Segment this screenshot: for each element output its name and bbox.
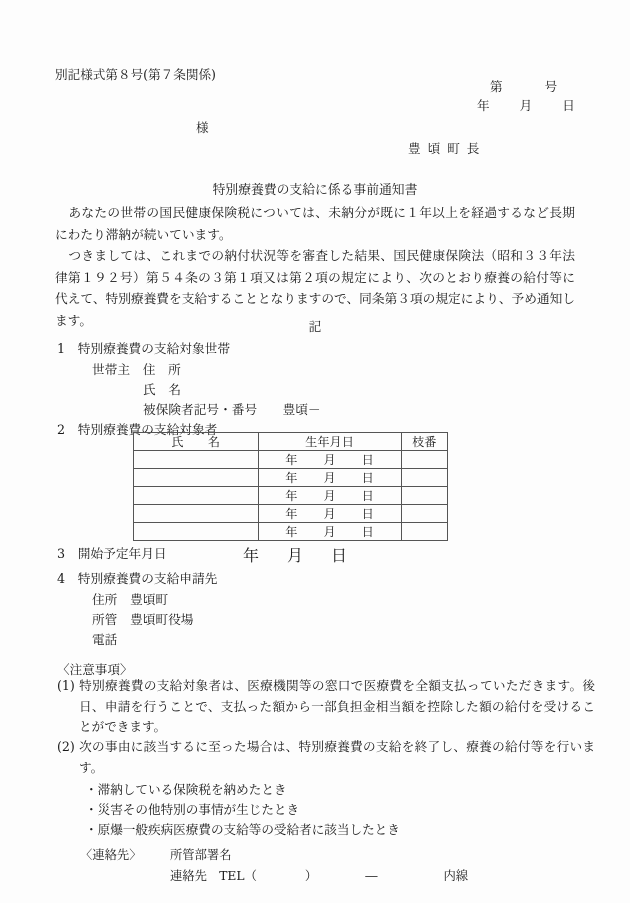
cell-name[interactable] — [134, 487, 259, 505]
document-number-line — [490, 76, 557, 95]
item-4-title: 特別療養費の支給申請先 — [77, 571, 218, 586]
start-date-day: 日 — [331, 546, 348, 565]
cell-branch[interactable] — [401, 505, 447, 523]
note-item: (2) 次の事由に該当するに至った場合は、特別療養費の支給を終了し、療養の給付等を行います。 — [57, 739, 595, 775]
applicant-office-label: 所管 — [92, 612, 118, 627]
cell-birth-year: 年 — [285, 507, 298, 521]
cell-branch[interactable] — [401, 487, 447, 505]
item-3-date-fields[interactable] — [243, 543, 347, 566]
cell-birthdate[interactable] — [258, 487, 401, 505]
item-1-heading — [57, 338, 230, 357]
cell-name[interactable] — [134, 505, 259, 523]
note-bullet: ・災害その他特別の事情が生じたとき — [85, 802, 300, 817]
item-4-heading — [57, 568, 217, 587]
item-4-number: 4 — [57, 571, 66, 586]
applicant-office-value: 豊頃町役場 — [130, 612, 194, 627]
cell-birth-year: 年 — [285, 471, 298, 485]
applicant-address-label: 住所 — [92, 592, 118, 607]
table-row[interactable] — [134, 505, 448, 523]
table-header-row — [134, 433, 448, 451]
cell-birth-day: 日 — [361, 471, 374, 485]
cell-birth-day: 日 — [361, 507, 374, 521]
cell-birthdate[interactable] — [258, 505, 401, 523]
document-date-year: 年 — [477, 98, 490, 113]
cell-birth-day: 日 — [361, 453, 374, 467]
contact-tel-row — [170, 866, 468, 884]
cell-birthdate[interactable] — [258, 523, 401, 541]
table-body — [134, 451, 448, 541]
contact-tel-prefix-label: 連絡先 — [170, 869, 207, 883]
contact-department-label: 所管部署名 — [170, 848, 232, 862]
contact-extension-label: 内線 — [443, 869, 469, 883]
cell-branch[interactable] — [401, 469, 447, 487]
page-title: 特別療養費の支給に係る事前通知書 — [212, 183, 418, 198]
start-date-month: 月 — [287, 546, 304, 565]
table-row[interactable] — [134, 469, 448, 487]
document-date-month: 月 — [519, 98, 533, 113]
table-row[interactable] — [134, 487, 448, 505]
cell-birth-year: 年 — [285, 489, 298, 503]
cell-birth-year: 年 — [285, 525, 298, 539]
document-number-suffix: 号 — [544, 79, 558, 94]
cell-birth-month: 月 — [323, 471, 336, 485]
contact-tel-close-paren: ） — [304, 869, 318, 883]
item-4-address-row — [92, 589, 168, 608]
target-persons-table — [133, 432, 448, 541]
column-header-name: 氏 名 — [134, 433, 259, 451]
address-label: 住 所 — [142, 362, 181, 377]
cell-birth-month: 月 — [323, 507, 336, 521]
item-2-title: 特別療養費の支給対象者 — [77, 422, 218, 437]
item-1-name-row: 氏 名 — [143, 382, 182, 397]
cell-birth-year: 年 — [285, 453, 298, 467]
cell-birth-month: 月 — [323, 453, 336, 467]
cell-name[interactable] — [134, 523, 259, 541]
cell-birth-day: 日 — [361, 525, 374, 539]
table-row[interactable] — [134, 451, 448, 469]
note-bullet: ・滞納している保険税を納めたとき — [85, 782, 287, 797]
start-date-year: 年 — [243, 546, 260, 565]
note-item: (1) 特別療養費の支給対象者は、医療機関等の窓口で医療費を全額支払っていただきます。後日、申請を行うことで、支払った額から一部負担金相当額を控除した額の給付を受けることができます。 — [57, 678, 595, 734]
item-1-householder-address-row — [92, 359, 181, 378]
form-number-label: 別記様式第８号(第７条関係) — [55, 67, 216, 82]
column-header-birthdate: 生年月日 — [258, 433, 401, 451]
contact-tel-label: TEL（ — [219, 869, 257, 883]
householder-label: 世帯主 — [92, 362, 131, 377]
cell-branch[interactable] — [401, 451, 447, 469]
addressee-honorific: 様 — [196, 120, 209, 135]
cell-name[interactable] — [134, 451, 259, 469]
applicant-address-value: 豊頃町 — [130, 592, 169, 607]
cell-birth-day: 日 — [361, 489, 374, 503]
column-header-branch: 枝番 — [401, 433, 447, 451]
item-1-number: 1 — [57, 341, 66, 356]
note-bullet: ・原爆一般疾病医療費の支給等の受給者に該当したとき — [85, 822, 400, 837]
insured-number-value: 豊頃－ — [282, 402, 321, 417]
cell-name[interactable] — [134, 469, 259, 487]
cell-birth-month: 月 — [323, 489, 336, 503]
document-date-line — [477, 95, 575, 114]
item-2-number: 2 — [57, 422, 66, 437]
cell-birthdate[interactable] — [258, 451, 401, 469]
item-1-insured-number-row — [143, 399, 321, 418]
applicant-phone-label: 電話 — [92, 632, 118, 647]
contact-tel-dash: ― — [365, 869, 378, 883]
item-3-heading — [57, 543, 167, 562]
document-date-day: 日 — [562, 98, 575, 113]
contact-department-row — [170, 845, 232, 863]
document-number-prefix: 第 — [490, 79, 503, 94]
item-4-office-row — [92, 609, 194, 628]
item-1-title: 特別療養費の支給対象世帯 — [77, 341, 231, 356]
cell-birth-month: 月 — [323, 525, 336, 539]
issuer-name: 豊頃町長 — [408, 141, 487, 156]
body-paragraph-2: つきましては、これまでの納付状況等を審査した結果、国民健康保険法（昭和３３年法律第１９２号）第５４条の３第１項又は第２項の規定により、次のとおり療養の給付等に代えて、特別療養費を支給することとなりますので、同条第３項の規定により、予め通知します。 — [55, 248, 575, 328]
notes-section-title: 〈注意事項〉 — [57, 662, 133, 677]
cell-birthdate[interactable] — [258, 469, 401, 487]
cell-branch[interactable] — [401, 523, 447, 541]
ki-marker: 記 — [308, 319, 322, 334]
item-3-number: 3 — [57, 546, 66, 561]
contact-section-label: 〈連絡先〉 — [80, 848, 142, 862]
table-row[interactable] — [134, 523, 448, 541]
item-4-phone-row — [92, 629, 130, 648]
body-paragraph-1: あなたの世帯の国民健康保険税については、未納分が既に１年以上を経過するなど長期にわたり滞納が続いています。 — [55, 205, 575, 242]
item-3-title: 開始予定年月日 — [77, 546, 167, 561]
insured-number-label: 被保険者記号・番号 — [143, 402, 258, 417]
